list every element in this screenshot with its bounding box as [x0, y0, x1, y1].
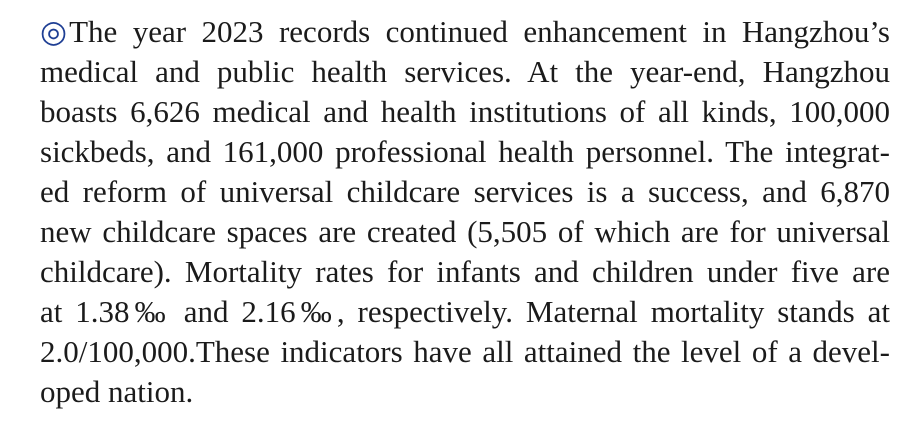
paragraph-line-4: sickbeds, and 161,000 professional health personnel. The integrat-	[40, 134, 890, 169]
paragraph-line-6: new childcare spaces are created (5,505 of which are for universal	[40, 214, 890, 249]
paragraph-line-9: 2.0/100,000.These indicators have all attained the level of a devel-	[40, 334, 890, 369]
paragraph-line-3: boasts 6,626 medical and health institutions of all kinds, 100,000	[40, 94, 890, 129]
paragraph-line-5: ed reform of universal childcare services is a success, and 6,870	[40, 174, 890, 209]
paragraph-line-2: medical and public health services. At the year-end, Hangzhou	[40, 54, 890, 89]
line-1-text: The year 2023 records continued enhancement in Hangzhou’s	[69, 14, 890, 49]
body-paragraph	[40, 12, 890, 412]
paragraph-line-10: oped nation.	[40, 374, 194, 409]
paragraph-line-1	[40, 12, 890, 52]
bullet-marker-icon: ◎	[40, 14, 68, 49]
paragraph-line-8: at 1.38‰ and 2.16‰, respectively. Maternal mortality stands at	[40, 294, 890, 329]
paragraph-line-7: childcare). Mortality rates for infants and children under five are	[40, 254, 890, 289]
